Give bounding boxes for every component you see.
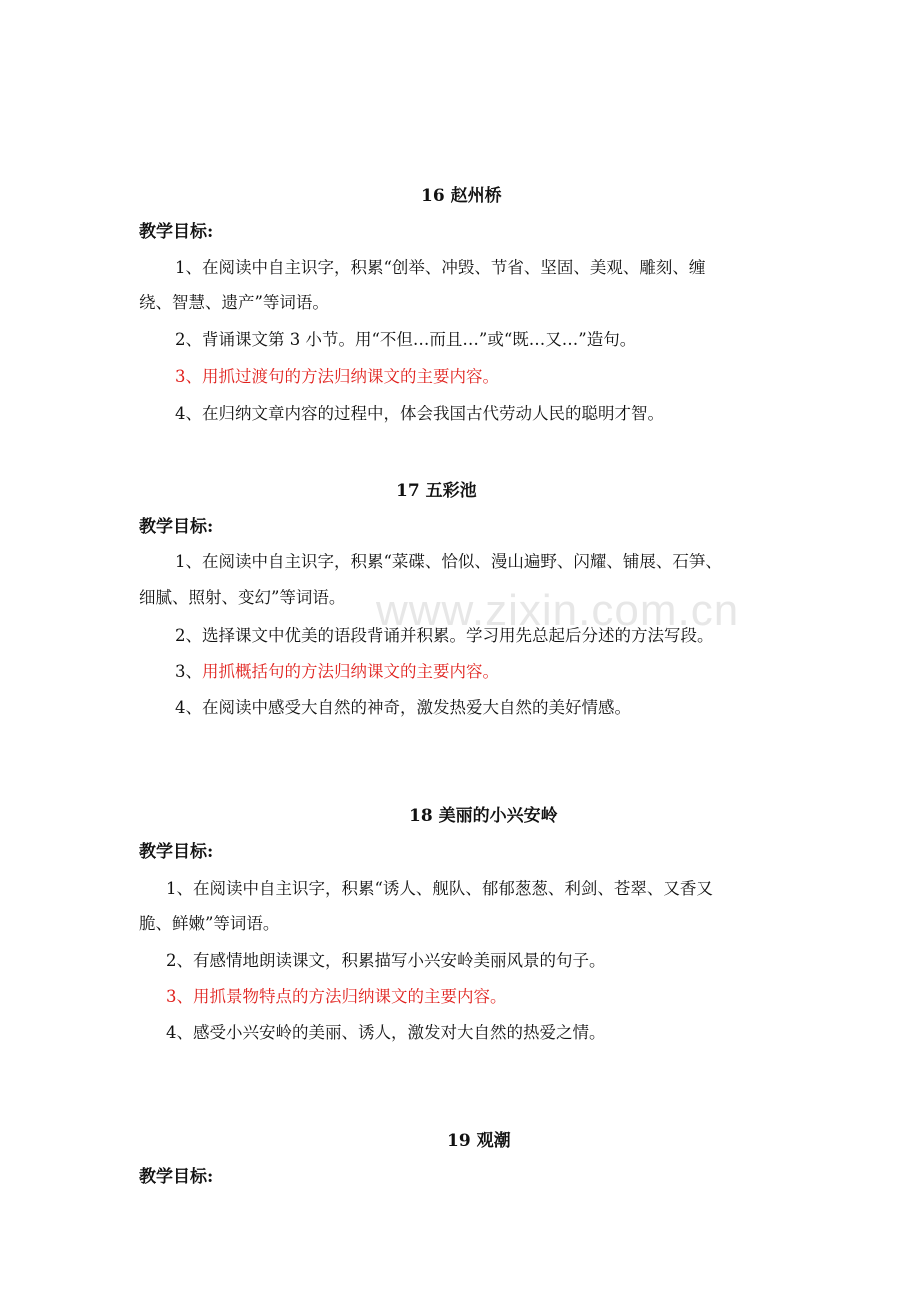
- goals-label: 教学目标:: [139, 1167, 214, 1187]
- goal-line: 4、在阅读中感受大自然的神奇，激发热爱大自然的美好情感。: [175, 698, 631, 717]
- goal-line: 2、有感情地朗读课文，积累描写小兴安岭美丽风景的句子。: [166, 951, 606, 970]
- goal-line: 4、在归纳文章内容的过程中，体会我国古代劳动人民的聪明才智。: [175, 404, 664, 423]
- goal-number: 3、: [175, 662, 202, 681]
- goal-line: 2、背诵课文第 3 小节。用“不但…而且…”或“既…又…”造句。: [175, 330, 637, 349]
- goals-label: 教学目标:: [139, 517, 214, 537]
- lesson-title: 18 美丽的小兴安岭: [409, 806, 558, 826]
- goal-line-highlighted: 3、用抓景物特点的方法归纳课文的主要内容。: [166, 987, 507, 1006]
- lesson-title: 17 五彩池: [396, 481, 477, 501]
- goal-line-highlighted: [175, 661, 499, 683]
- lesson-title: 19 观潮: [447, 1131, 511, 1151]
- goal-line: 1、在阅读中自主识字，积累“菜碟、恰似、漫山遍野、闪耀、铺展、石笋、: [175, 552, 722, 571]
- goal-line: 1、在阅读中自主识字，积累“诱人、舰队、郁郁葱葱、利剑、苍翠、又香又: [166, 879, 713, 898]
- watermark: www.zixin.com.cn: [376, 586, 740, 635]
- goal-line: 4、感受小兴安岭的美丽、诱人，激发对大自然的热爱之情。: [166, 1023, 606, 1042]
- goal-line: 绕、智慧、遗产”等词语。: [139, 293, 329, 312]
- goal-line: 1、在阅读中自主识字，积累“创举、冲毁、节省、坚固、美观、雕刻、缠: [175, 258, 706, 277]
- lesson-title: 16 赵州桥: [421, 186, 502, 206]
- goal-line: 细腻、照射、变幻”等词语。: [139, 588, 346, 607]
- goal-line-highlighted: 3、用抓过渡句的方法归纳课文的主要内容。: [175, 367, 499, 386]
- goals-label: 教学目标:: [139, 222, 214, 242]
- goal-text-highlighted: 用抓概括句的方法归纳课文的主要内容。: [202, 662, 499, 681]
- goals-label: 教学目标:: [139, 842, 214, 862]
- goal-line: 2、选择课文中优美的语段背诵并积累。学习用先总起后分述的方法写段。: [175, 626, 714, 645]
- goal-line: 脆、鲜嫩”等词语。: [139, 914, 280, 933]
